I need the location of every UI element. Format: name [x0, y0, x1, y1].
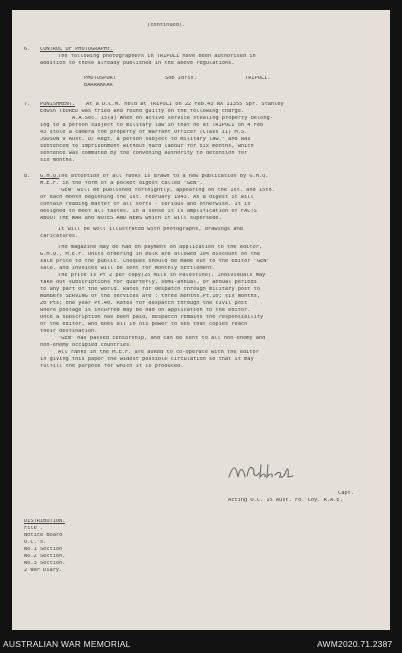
section-7-title: PUNISHMENT. [40, 102, 76, 107]
footer-institution: AUSTRALIAN WAR MEMORIAL [3, 639, 131, 649]
distribution-item: Notice Board [24, 533, 63, 538]
distribution-item: No.1 Section [24, 547, 63, 552]
section-8-line: The price is Pt 2 per copy(25 mils in Palestine). Individuals may [58, 273, 266, 278]
photographer-name: BARRAKKAR [84, 83, 113, 88]
section-6-number: 6. [24, 47, 31, 52]
continued-header: (continued). [147, 23, 186, 28]
section-8-line: take out subscriptions for quarterly, semi-annual, or annual periods [40, 280, 257, 285]
section-8-line: All ranks in the M.E.F. are asked to co-operate with the editor [58, 350, 259, 355]
section-8-line: of the editor, who does all in his power to see that copies reach [40, 322, 248, 327]
section-6-title: CONTROL OF PHOTOGRAPHY. [40, 47, 114, 52]
section-8-line: It will be well illustrated with photographs, drawings and [58, 227, 243, 232]
photographer-address: Sob Idris. [165, 76, 197, 81]
section-8-line: 20 Pts; one year Pt.40. Rates for despatch through the civil post [40, 301, 248, 306]
section-7-number: 7. [24, 102, 31, 107]
footer-accession-number: AWM2020.71.2387 [317, 639, 393, 649]
section-8-line: designed to meet all tastes. In a sense it is amplification of FACTS [40, 209, 257, 214]
section-8-number: 8. [24, 174, 31, 179]
photographer-city: TRIPOLI. [245, 76, 271, 81]
section-8-line: "GEN" has passed censorship, and can be sent to all non-enemy and [58, 336, 266, 341]
distribution-item: O.C.'s. [24, 540, 47, 545]
section-8-line: non-enemy occupied countries. [40, 343, 133, 348]
section-8-line: The attention of all ranks is drawn to a new publication by G.H.Q. [58, 174, 269, 179]
section-8-line: sale, and invoices will be sent for monthly settlement. [40, 266, 216, 271]
section-6-line: The following photographers in TRIPOLI have been authorised in [58, 54, 256, 59]
section-8-line: ABOUT THE WAR and NOTES AND NEWS which it will supersede. [40, 216, 222, 221]
section-8-line: to any part of the world. Rates for despatch through military post to [40, 287, 261, 292]
distribution-title: DISTRIBUTION. [24, 519, 66, 524]
section-8-line: of each month beginning the 1st. February 1943. As a digest it will [40, 195, 254, 200]
section-7-line: 43 stole a camera the property of Warrant Officer (Class II) M.S. [40, 130, 248, 135]
distribution-item: No.2 Section. [24, 554, 66, 559]
distribution-item: No.3 Section. [24, 561, 66, 566]
section-8-line: "GEN" will be published fortnightly, appearing on the 1st. and 15th. [58, 188, 275, 193]
document-page [12, 10, 390, 630]
signatory-title: Acting O.C. 15 Aust. Fd. Coy. R.A.E. [228, 498, 343, 503]
handwritten-signature [227, 461, 297, 483]
signatory-rank: Capt. [338, 491, 354, 496]
section-8-line: G.H.Q., M.E.F. Units ordering in bulk are allowed 10% discount on the [40, 252, 261, 257]
section-8-line: in giving this paper the widest possible circulation so that it may [40, 357, 254, 362]
section-7-line: JUDSON 9 Aust. D/ Regt. a person subject to military law." and was [40, 137, 251, 142]
section-8-line: M.E.F. in the form of a pocket digest called "GEN". [40, 181, 203, 186]
distribution-item: 2 War Diary. [24, 568, 63, 573]
section-7-line: ing to a person subject to military law in that he at TRIPOLI on 4 Feb [40, 123, 264, 128]
section-8-line: members SERVING of the services are : three months.Pt.10; six months, [40, 294, 261, 299]
section-8-line: fulfill the purpose for which it is produced. [40, 364, 184, 369]
section-8-line: sale price to the public. Cheques should be made out to the editor "GEN" [40, 259, 270, 264]
photographer-name: PHOTOSPORT [84, 76, 116, 81]
section-7-line: A.A.Sec. 15(a) When on active service stealing property belong- [72, 116, 273, 121]
section-8-line: their destination. [40, 329, 98, 334]
section-7-line: sentenced to imprisonment without hard labour for six months, which [40, 144, 254, 149]
distribution-item: File . [24, 526, 44, 531]
section-8-title: G.H.Q. [40, 174, 60, 179]
section-7-line: six months. [40, 158, 76, 163]
section-8-line: caricatures. [40, 234, 79, 239]
section-8-line: contain reading matter of all sorts - serious and otherwise. It is [40, 202, 251, 207]
section-7-line: At a D.C.M. held at TRIPOLI on 22 Feb.43 NX 11355 Spr. Stanley [86, 102, 284, 107]
section-8-line: where postage is incurred may be had on application to the editor. [40, 308, 251, 313]
section-7-line: sentence was commuted by the convening authority to detention for [40, 151, 248, 156]
section-8-line: The magazine may be had on payment on application to the editor, [58, 245, 263, 250]
section-7-line: Edwin TEDRED was tried and found guilty on the following charge. [40, 109, 245, 114]
section-6-line: addition to those already published in the above regulations. [40, 61, 235, 66]
section-8-line: Once a subscription has been paid, despatch remains the responsibility [40, 315, 264, 320]
